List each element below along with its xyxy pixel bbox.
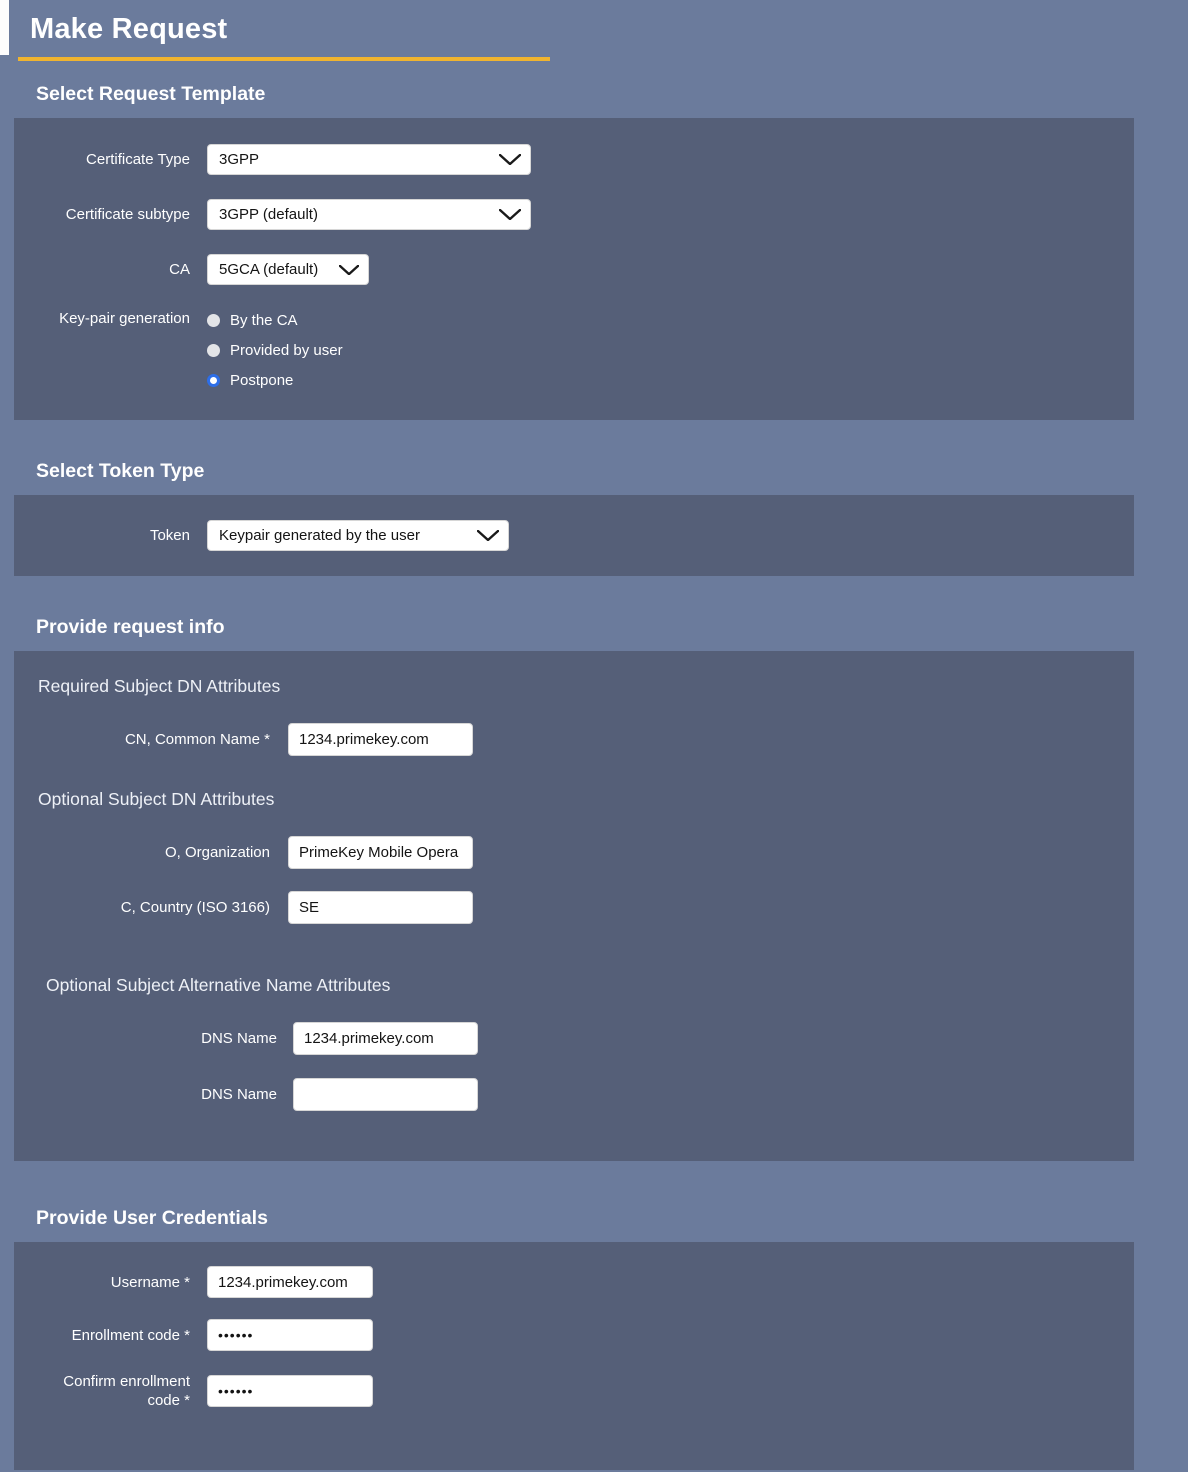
row-common-name	[14, 723, 1134, 756]
section-heading-request-info: Provide request info	[36, 616, 225, 638]
certificate-type-label: Certificate Type	[86, 151, 190, 168]
country-label: C, Country (ISO 3166)	[120, 899, 270, 916]
row-organization	[14, 836, 1134, 869]
certificate-subtype-select[interactable]	[207, 199, 531, 230]
organization-label: O, Organization	[164, 844, 270, 861]
enrollment-code-label: Enrollment code *	[71, 1326, 190, 1344]
chevron-down-icon	[499, 154, 521, 165]
row-confirm-enrollment-code	[14, 1372, 1134, 1410]
radio-option-label: Postpone	[230, 372, 294, 389]
ca-select[interactable]	[207, 254, 369, 285]
country-input[interactable]	[288, 891, 473, 924]
row-enrollment-code	[14, 1319, 1134, 1351]
certificate-type-value: 3GPP	[219, 151, 260, 168]
row-dns-name-1	[14, 1022, 1134, 1055]
radio-option-postpone[interactable]	[207, 371, 343, 390]
row-ca	[14, 254, 1134, 285]
organization-input[interactable]	[288, 836, 473, 869]
required-dn-heading: Required Subject DN Attributes	[38, 676, 281, 696]
radio-option-label: Provided by user	[230, 342, 343, 359]
confirm-enrollment-code-input[interactable]	[207, 1375, 373, 1407]
row-token	[14, 520, 1134, 551]
token-value: Keypair generated by the user	[219, 527, 420, 544]
dns-name-1-label: DNS Name	[201, 1030, 277, 1047]
optional-dn-heading: Optional Subject DN Attributes	[38, 789, 275, 809]
row-dns-name-2	[14, 1078, 1134, 1111]
certificate-type-select[interactable]	[207, 144, 531, 175]
panel-user-credentials	[14, 1242, 1134, 1470]
chevron-down-icon	[499, 209, 521, 220]
keypair-generation-radio-group	[207, 309, 343, 390]
keypair-generation-label: Key-pair generation	[59, 310, 190, 327]
confirm-enrollment-code-label: Confirm enrollment code *	[63, 1373, 190, 1409]
row-username	[14, 1266, 1134, 1298]
panel-request-template	[14, 118, 1134, 420]
common-name-label: CN, Common Name *	[124, 731, 270, 748]
token-label: Token	[149, 527, 190, 544]
ca-value: 5GCA (default)	[219, 261, 319, 278]
panel-request-info	[14, 651, 1134, 1161]
page-title: Make Request	[30, 13, 228, 45]
radio-icon[interactable]	[207, 314, 220, 327]
section-heading-token-type: Select Token Type	[36, 460, 205, 482]
row-keypair-generation	[14, 309, 1134, 390]
title-underline	[18, 57, 550, 61]
certificate-subtype-value: 3GPP (default)	[219, 206, 318, 223]
radio-option-provided-by-user[interactable]	[207, 341, 343, 360]
chevron-down-icon	[477, 530, 499, 541]
common-name-input[interactable]	[288, 723, 473, 756]
token-select[interactable]	[207, 520, 509, 551]
dns-name-2-input[interactable]	[293, 1078, 478, 1111]
row-certificate-subtype	[14, 199, 1134, 230]
ca-label: CA	[169, 261, 190, 278]
row-certificate-type	[14, 144, 1134, 175]
radio-option-label: By the CA	[230, 312, 298, 329]
section-heading-request-template: Select Request Template	[36, 83, 266, 105]
username-label: Username *	[110, 1273, 190, 1291]
panel-token-type	[14, 495, 1134, 576]
radio-option-by-the-ca[interactable]	[207, 311, 343, 330]
optional-san-heading: Optional Subject Alternative Name Attributes	[46, 975, 391, 995]
dns-name-1-input[interactable]	[293, 1022, 478, 1055]
radio-selected-icon[interactable]	[207, 374, 220, 387]
dns-name-2-label: DNS Name	[201, 1086, 277, 1103]
row-country	[14, 891, 1134, 924]
certificate-subtype-label: Certificate subtype	[65, 206, 190, 223]
chevron-down-icon	[339, 265, 359, 275]
section-heading-user-credentials: Provide User Credentials	[36, 1207, 268, 1229]
username-input[interactable]	[207, 1266, 373, 1298]
window-edge-strip	[0, 0, 9, 55]
radio-icon[interactable]	[207, 344, 220, 357]
enrollment-code-input[interactable]	[207, 1319, 373, 1351]
